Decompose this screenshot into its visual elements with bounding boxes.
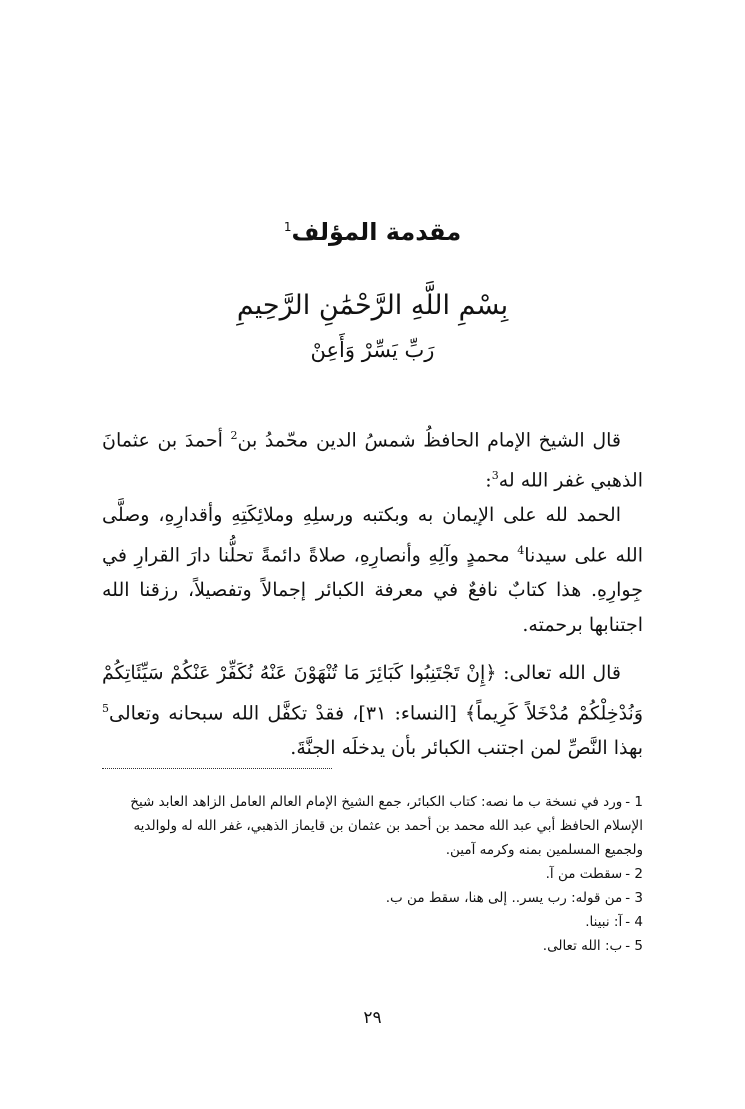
page-number: ٢٩ (363, 1008, 382, 1028)
footnote-ref-5: 5 (102, 702, 109, 715)
footnote-2: 2 -سقطت من آ. (545, 866, 643, 882)
paragraph-text: : (485, 469, 492, 492)
footnote-3: 3 -من قوله: رب يسر.. إلى هنا، سقط من ب. (385, 890, 643, 906)
basmala: بِسْمِ اللَّهِ الرَّحْمَٰنِ الرَّحِيمِ (236, 290, 509, 321)
footnote-5: 5 -ب: الله تعالى. (542, 938, 643, 954)
opening-prayer: رَبِّ يَسِّرْ وَأَعِنْ (310, 338, 435, 362)
chapter-title: مقدمة المؤلف (291, 218, 462, 246)
paragraph-text: محمدٍ وآلِهِ وأنصارِهِ، صلاةً دائمةً تحلُّنا دارَ القرارِ في جِوارِهِ. هذا كتابٌ نافعٌ في معرفة الكبائر إجمالاً وتفصيلاً، رزقنا الله اجتنابها برحمته. (102, 544, 643, 637)
chapter-heading (0, 218, 745, 246)
paragraph-text: قال الله تعالى: ﴿إِنْ تَجْتَنِبُوا كَبَائِرَ مَا تُنْهَوْنَ عَنْهُ نُكَفِّرْ عَنْكُمْ سَيِّئَاتِكُمْ وَنُدْخِلْكُمْ مُدْخَلاً كَرِيماً﴾ [النساء: ٣١]، فقدْ تكفَّل الله سبحانه وتعالى (102, 662, 644, 725)
footnote-4: 4 -آ: نبينا. (585, 914, 643, 930)
footnotes (102, 790, 643, 958)
footnote-separator (102, 768, 332, 770)
footnote-ref-1: 1 (283, 220, 292, 234)
footnote-1: 1 -ورد في نسخة ب ما نصه: كتاب الكبائر، جمع الشيخ الإمام العالم العامل الزاهد العابد شيخ الإسلام الحافظ أبي عبد الله محمد بن أحمد بن عثمان بن قايماز الذهبي، غفر الله له ولوالديه ولجميع المسلمين بمنه وكرمه آمين. (130, 794, 643, 858)
footnote-ref-4: 4 (517, 544, 525, 557)
paragraph-text: أحمدَ بن عثمانَ الذهبي غفر الله له (102, 429, 643, 492)
paragraph-praise (102, 498, 643, 643)
footnote-ref-2: 2 (230, 429, 238, 442)
footnote-ref-3: 3 (491, 469, 499, 483)
paragraph-text: بهذا النَّصِّ لمن اجتنب الكبائر بأن يدخلَه الجنَّةَ. (290, 737, 643, 760)
paragraph-text: الحمد لله على الإيمان به وبكتبه ورسلِهِ وملائِكَتِهِ وأقدارِهِ، وصلَّى الله على سيدنا (102, 504, 643, 567)
paragraph-verse (102, 656, 643, 766)
paragraph-text: قال الشيخ الإمام الحافظُ شمسُ الدين محّمدُ بن (237, 429, 621, 452)
paragraph-intro (102, 418, 643, 499)
